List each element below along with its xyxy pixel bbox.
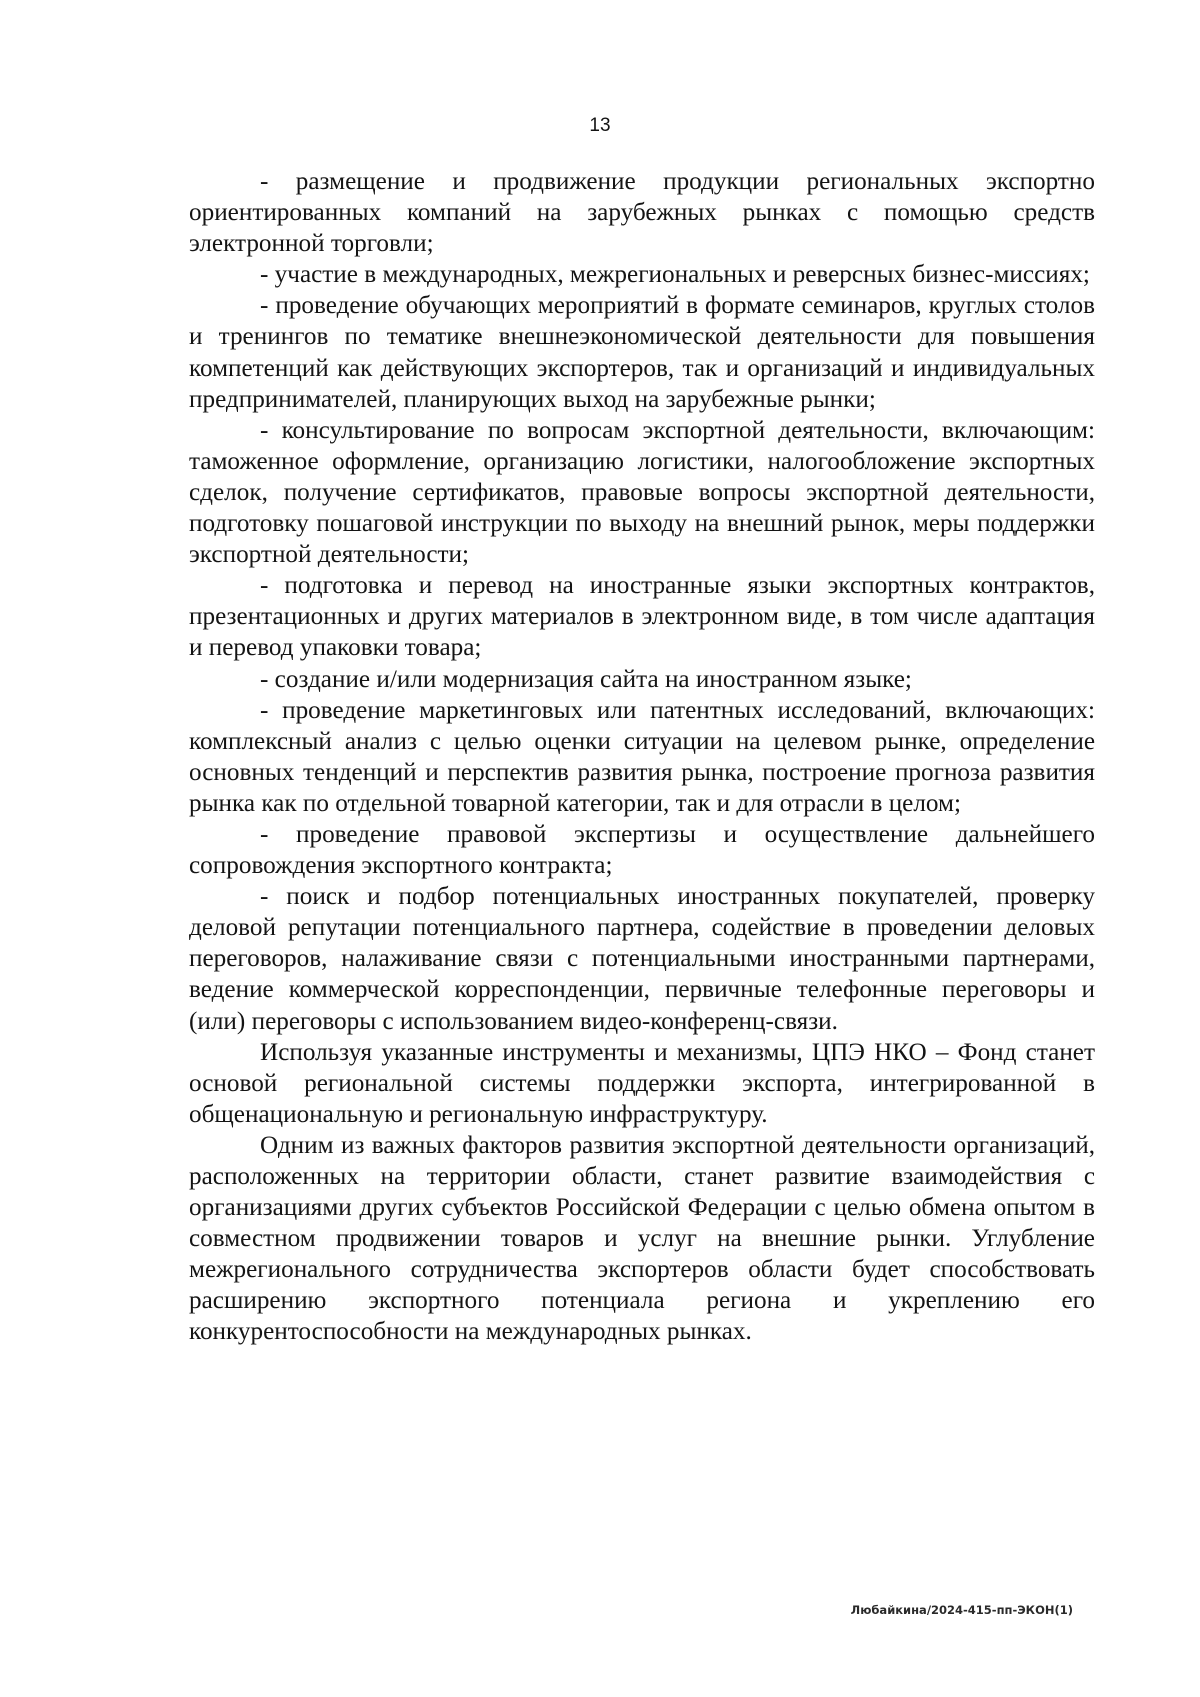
page-number: 13	[589, 115, 611, 136]
list-item-market-research: - проведение маркетинговых или патентных исследований, включающих: комплексный анализ с целью оценки ситуации на целевом рынке, определение основных тенденций и перспектив развития рынка, построение прогноза развития рынка как по отдельной товарной категории, так и для отрасли в целом;	[189, 696, 1095, 817]
list-item-e-commerce: - размещение и продвижение продукции региональных экспортно ориентированных компаний на зарубежных рынках с помощью средств электронной торговли;	[189, 168, 1095, 258]
list-item-legal-expertise: - проведение правовой экспертизы и осуществление дальнейшего сопровождения экспортного контракта;	[189, 820, 1095, 880]
list-item-consulting: - консультирование по вопросам экспортной деятельности, включающим: таможенное оформление, организацию логистики, налогообложение экспортных сделок, получение сертификатов, правовые вопросы экспортной деятельности, подготовку пошаговой инструкции по выходу на внешний рынок, меры поддержки экспортной деятельности;	[189, 416, 1095, 569]
footer-document-reference: Любайкина/2024-415-пп-ЭКОН(1)	[850, 1603, 1073, 1617]
list-item-training-events: - проведение обучающих мероприятий в формате семинаров, круглых столов и тренингов по тематике внешнеэкономической деятельности для повышения компетенций как действующих экспортеров, так и организаций и индивидуальных предпринимателей, планирующих выход на зарубежные рынки;	[189, 292, 1095, 413]
body-text	[189, 166, 1095, 1348]
list-item-business-missions: - участие в международных, межрегиональных и реверсных бизнес-миссиях;	[260, 261, 1090, 289]
list-item-translation: - подготовка и перевод на иностранные языки экспортных контрактов, презентационных и других материалов в электронном виде, в том числе адаптация и перевод упаковки товара;	[189, 572, 1095, 662]
list-item-website: - создание и/или модернизация сайта на иностранном языке;	[260, 665, 912, 693]
paragraph-instruments: Используя указанные инструменты и механизмы, ЦПЭ НКО – Фонд станет основой региональной системы поддержки экспорта, интегрированной в общенациональную и региональную инфраструктуру.	[189, 1038, 1095, 1128]
list-item-buyer-search: - поиск и подбор потенциальных иностранных покупателей, проверку деловой репутации потенциального партнера, содействие в проведении деловых переговоров, налаживание связи с потенциальными иностранными партнерами, ведение коммерческой корреспонденции, первичные телефонные переговоры и (или) переговоры с использованием видео-конференц-связи.	[189, 883, 1095, 1035]
paragraph-interregional: Одним из важных факторов развития экспортной деятельности организаций, расположенных на территории области, станет развитие взаимодействия с организациями других субъектов Российской Федерации с целью обмена опытом в совместном продвижении товаров и услуг на внешние рынки. Углубление межрегионального сотрудничества экспортеров области будет способствовать расширению экспортного потенциала региона и укреплению его конкурентоспособности на международных рынках.	[189, 1131, 1095, 1346]
